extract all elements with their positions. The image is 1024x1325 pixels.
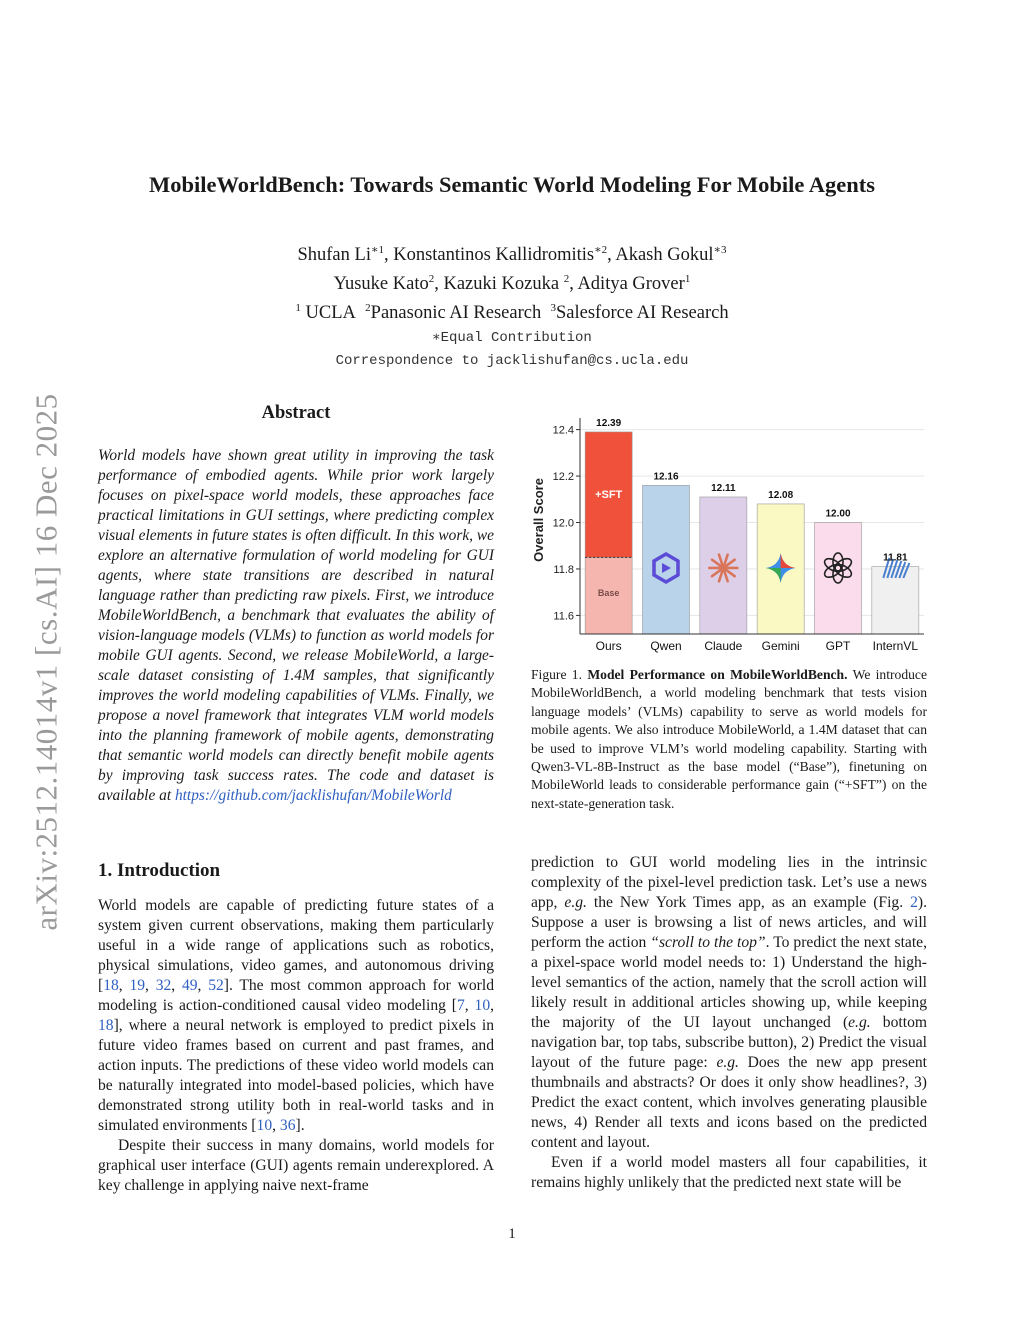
author-name: Aditya Grover	[577, 274, 685, 295]
x-tick-label: InternVL	[872, 639, 919, 653]
text-run: e.g.	[716, 1054, 739, 1071]
correspondence-note: Correspondence to jacklishufan@cs.ucla.edu	[335, 353, 689, 370]
x-tick-label: GPT	[825, 639, 851, 653]
author-block	[0, 238, 1024, 373]
citation-link[interactable]: 19	[129, 977, 146, 994]
author-affiliation-mark: 2	[563, 273, 570, 286]
citation-link[interactable]: 10	[474, 997, 491, 1014]
code-link[interactable]: https://github.com/jacklishufan/MobileWorld	[174, 787, 452, 804]
affiliations	[0, 296, 1024, 325]
model-performance-chart	[528, 408, 932, 654]
citation-link[interactable]: 52	[208, 977, 224, 994]
citation-link[interactable]: 32	[155, 977, 172, 994]
author-affiliation-mark: 1	[684, 273, 691, 286]
text-run: ,	[272, 1117, 280, 1134]
text-run: ], where a neural network is employed to predict pixels in future video frames based on current and past frames, and action inputs. The predictions of these video world models can be naturally integrated into model-based policies, which have demonstrated strong utility both in real-world tasks and in simulated environments [	[98, 1017, 494, 1134]
introduction-right-column	[531, 853, 927, 1193]
intro-paragraph-4: Even if a world model masters all four capabilities, it remains highly unlikely that the predicted next state will be	[531, 1154, 927, 1191]
text-run: bottom navigation bar, top tabs, subscribe button), 2) Predict the visual layout of the future page:	[531, 1014, 927, 1071]
author-name: Kazuki Kozuka	[443, 274, 560, 295]
text-run: ,	[464, 997, 475, 1014]
figure-reference-link[interactable]: 2	[910, 894, 918, 911]
x-axis-ticks	[596, 639, 919, 653]
text-run: e.g.	[564, 894, 587, 911]
text-run: ,	[197, 977, 209, 994]
y-tick-label: 12.4	[552, 424, 574, 437]
text-run: ]. The most common approach for world modeling is action-conditioned causal video modeling [	[98, 977, 494, 1014]
bar-gpt	[814, 523, 861, 634]
author-name: Konstantinos Kallidromitis	[393, 245, 595, 266]
quoted-action: “scroll to the top”	[650, 934, 766, 951]
value-label: 12.11	[711, 482, 736, 494]
text-run: the New York Times app, as an example (Fig.	[586, 894, 911, 911]
citation-link[interactable]: 18	[98, 1017, 114, 1034]
text-run: ].	[295, 1117, 305, 1134]
figure-caption-text: We introduce MobileWorldBench, a world modeling benchmark that tests vision language models’ (VLMs) capability to serve as world models for mobile agents. We also introduce MobileWorld, a 1.4M dataset that can be used to improve VLM’s world modeling capability. Starting with Qwen3-VL-8B-Instruct as the base model (“Base”), finetuning on MobileWorld leads to considerable performance gain (“+SFT”) on the next-state-generation task.	[531, 667, 927, 811]
base-segment-label: Base	[597, 588, 620, 599]
affiliation-mark: 2	[365, 302, 371, 315]
value-label: 12.00	[825, 508, 851, 520]
author-affiliation-mark: ∗3	[713, 244, 727, 256]
introduction-heading: 1. Introduction	[98, 860, 221, 881]
y-tick-label: 11.6	[553, 610, 574, 623]
bars	[585, 432, 919, 634]
y-axis-ticks	[553, 425, 580, 623]
author-affiliation-mark: ∗2	[594, 244, 608, 256]
citation-link[interactable]: 49	[181, 977, 198, 994]
intro-paragraph-1	[98, 896, 494, 1136]
abstract-body: World models have shown great utility in improving the task performance of embodied agents. While prior work largely focuses on pixel-space world models, these approaches face practical limitations in GUI settings, where predicting complex visual elements in future states is often difficult. In this work, we explore an alternative formulation of world modeling for GUI agents, where state transitions are described in natural language rather than predicting raw pixels. First, we introduce MobileWorldBench, a benchmark that evaluates the ability of vision-language models (VLMs) to function as world models for mobile GUI agents. Second, we release MobileWorld, a large-scale dataset consisting of 1.4M samples, that significantly improves the world modeling capabilities of VLMs. Finally, we propose a novel framework that integrates VLM world models into the planning framework of mobile agents, demonstrating that semantic world models can directly benefit mobile agents by improving task success rates. The code and dataset is available at	[98, 447, 494, 804]
bar-qwen	[642, 485, 689, 634]
text-run: Does the new app present thumbnails and abstracts? Or does it only show headlines?, 3) Predict the exact content, which involves generating plausible news, 4) Render all texts and icons based on the predicted content and layout.	[531, 1054, 927, 1151]
figure-title: Model Performance on MobileWorldBench.	[587, 667, 848, 682]
x-tick-label: Claude	[704, 639, 743, 653]
author-line-1: Shufan $Li^{∗1}$, Konstantinos Kallidromitis$^{∗2}$, Akash Gokul$^{∗3}$	[297, 244, 727, 266]
affiliation-mark: 1	[295, 302, 301, 315]
text-run: ,	[145, 977, 156, 994]
bar-icons	[654, 553, 909, 583]
author-affiliation-mark: 2	[428, 273, 435, 286]
figure-label: Figure 1.	[531, 667, 582, 682]
text-run: ,	[118, 977, 130, 994]
author-name: Akash Gokul	[615, 245, 714, 266]
text-run: ,	[171, 977, 182, 994]
abstract-heading: Abstract	[261, 403, 331, 423]
citation-link[interactable]: 18	[103, 977, 119, 994]
value-label: 11.81	[883, 552, 908, 564]
affiliation-mark: 3	[550, 302, 556, 315]
y-tick-label: 12.2	[552, 471, 574, 484]
text-run: prediction to GUI world modeling lies in the intrinsic complexity of the pixel-level prediction task. Let’s use a news app,	[531, 854, 927, 911]
y-tick-label: 12.0	[552, 517, 574, 530]
intro-paragraph-2: Despite their success in many domains, world models for graphical user interface (GUI) agents remain underexplored. A key challenge in applying naive next-frame	[98, 1137, 494, 1194]
text-run: ,	[490, 997, 495, 1014]
text-run: ). Suppose a user is browsing a list of news articles, and will perform the action	[531, 894, 928, 951]
author-line-2: Yusuke Kato$^2$, Kazuki Kozuka $^2$, Aditya Grover$^1$	[333, 273, 691, 295]
author-name: Yusuke Kato	[333, 274, 429, 295]
paper-title: MobileWorldBench: Towards Semantic World Modeling For Mobile Agents	[148, 172, 876, 197]
author-affiliation-mark: ∗1	[370, 244, 384, 256]
intro-paragraph-3	[531, 853, 927, 1153]
abstract-text	[98, 446, 494, 806]
introduction-left-column	[98, 896, 494, 1196]
x-tick-label: Ours	[595, 639, 622, 653]
x-tick-label: Qwen	[650, 639, 682, 653]
citation-link[interactable]: 7	[456, 997, 465, 1014]
affiliation-name: UCLA	[305, 303, 356, 324]
figure-1-caption	[531, 666, 927, 813]
sft-segment-label: +SFT	[595, 489, 623, 502]
citation-link[interactable]: 10	[256, 1117, 273, 1134]
arxiv-identifier: arXiv:2512.14014v1 [cs.AI] 16 Dec 2025	[29, 393, 64, 931]
x-tick-label: Gemini	[761, 639, 800, 653]
y-axis-label: Overall Score	[531, 478, 546, 562]
y-tick-label: 11.8	[553, 563, 574, 576]
text-run: World models are capable of predicting future states of a system given current observations, making them particularly useful in a wide range of applications such as robotics, physical simulations, video games, and autonomous driving [	[98, 897, 494, 994]
author-name: Shufan Li	[297, 245, 371, 266]
value-label: 12.08	[768, 489, 794, 501]
value-label: 12.16	[653, 471, 679, 483]
equal-contribution-note: ∗Equal Contribution	[432, 330, 592, 347]
value-label: 12.39	[596, 417, 622, 429]
text-run: e.g.	[848, 1014, 871, 1031]
page-number: 1	[508, 1226, 516, 1242]
affiliation-name: Panasonic AI Research	[370, 303, 542, 324]
arxiv-sidebar-stamp	[22, 372, 72, 952]
text-run: . To predict the next state, a pixel-space world model needs to: 1) Understand the high-level semantics of the action, namely that the scroll action will likely result in additional articles showing up, while keeping the majority of the UI layout unchanged (	[531, 934, 927, 1031]
affiliation-name: Salesforce AI Research	[555, 303, 729, 324]
citation-link[interactable]: 36	[279, 1117, 296, 1134]
